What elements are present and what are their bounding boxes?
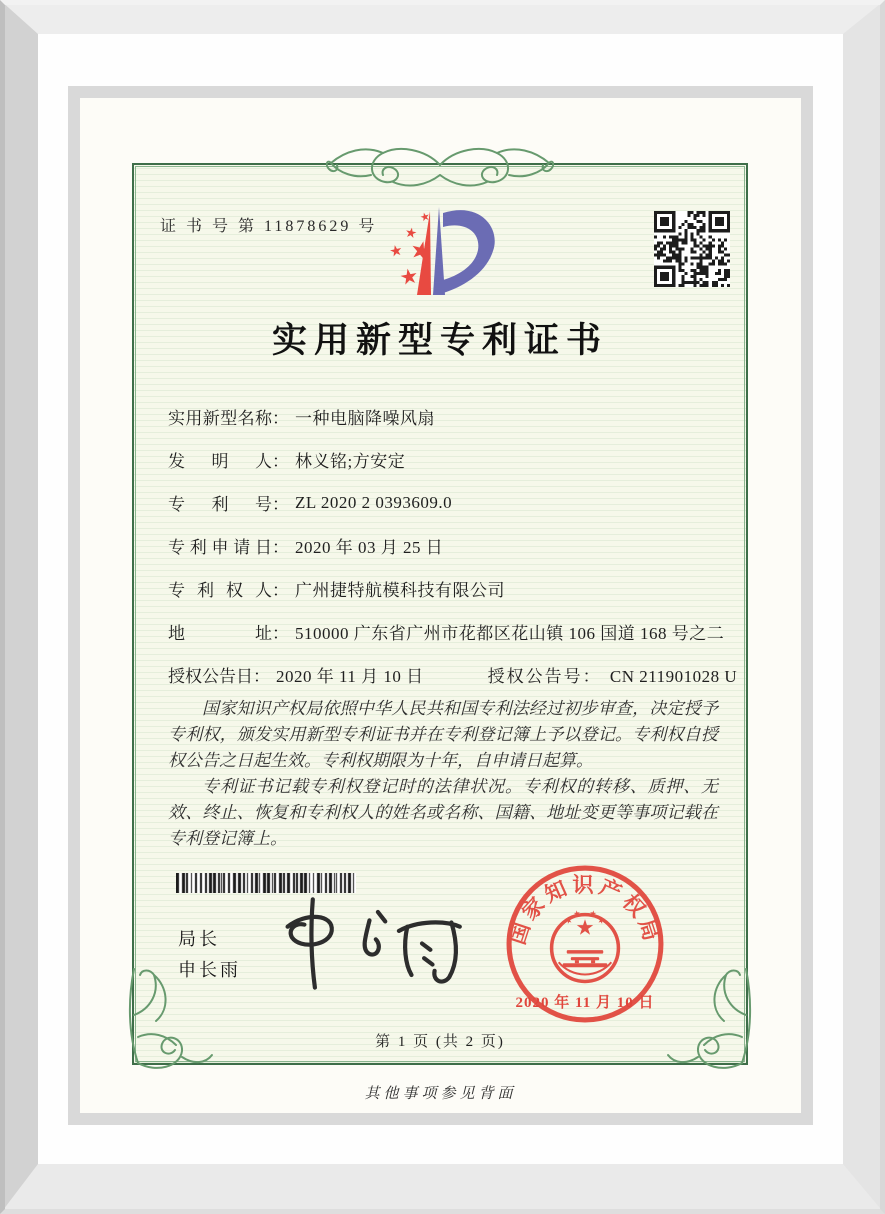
- cnipa-logo-icon: [383, 203, 513, 299]
- back-side-note: 其他事项参见背面: [364, 1086, 517, 1102]
- field-row-patent-no: 专利号 ： ZL 2020 2 0393609.0: [168, 481, 728, 524]
- svg-text:国家知识产权局: [505, 873, 664, 947]
- field-value: 2020 年 11 月 10 日: [276, 667, 424, 686]
- legal-text: [168, 696, 718, 852]
- seal-date: 2020 年 11 月 10 日: [515, 995, 655, 1011]
- field-value: 一种电脑降噪风扇: [295, 409, 435, 428]
- signer-name: 申长雨: [178, 960, 241, 980]
- field-list: [168, 395, 738, 696]
- field-label: 地址: [168, 624, 272, 643]
- field-row-grant-number: 授权公告号： CN 211901028 U: [487, 667, 738, 686]
- certificate-number: 证 书 号 第 11878629 号: [160, 218, 378, 235]
- field-value: 广州捷特航模科技有限公司: [295, 581, 505, 600]
- legal-paragraph: 专利证书记载专利权登记时的法律状况。专利权的转移、质押、无效、终止、恢复和专利权人的姓名或名称、国籍、地址变更等事项记载在专利登记簿上。: [168, 777, 718, 848]
- field-label: 授权公告日: [168, 667, 253, 686]
- field-label: 实用新型名称: [168, 409, 272, 428]
- bottom-right-corner-ornament: [664, 963, 756, 1075]
- field-label: 专利申请日: [168, 538, 272, 557]
- field-value: 2020 年 03 月 25 日: [295, 538, 444, 557]
- seal-ring-text: 国家知识产权局: [505, 872, 665, 948]
- field-value: CN 211901028 U: [609, 667, 738, 686]
- certificate-border: [132, 163, 748, 1065]
- field-label: 发明人: [168, 452, 272, 471]
- field-row-patentee: 专利权人 ： 广州捷特航模科技有限公司: [168, 567, 728, 610]
- field-value: ZL 2020 2 0393609.0: [295, 492, 453, 512]
- certificate-title: 实用新型专利证书: [271, 321, 608, 360]
- barcode: [176, 873, 356, 893]
- qr-code: [654, 211, 730, 287]
- field-label: 专利权人: [168, 581, 272, 600]
- field-value: 510000 广东省广州市花都区花山镇 106 国道 168 号之二: [295, 624, 725, 643]
- field-value: 林义铭;方安定: [295, 452, 406, 471]
- national-emblem-icon: [552, 910, 619, 981]
- field-row-grant-date: 授权公告日 ： 2020 年 11 月 10 日 授权公告号： CN 211901028 U: [168, 653, 728, 696]
- legal-paragraph: 国家知识产权局依照中华人民共和国专利法经过初步审查，决定授予专利权，颁发实用新型专利证书并在专利登记簿上予以登记。专利权自授权公告之日起生效。专利权期限为十年，自申请日起算。: [168, 699, 718, 770]
- certificate-paper: [80, 98, 801, 1113]
- field-row-address: 地址 ： 510000 广东省广州市花都区花山镇 106 国道 168 号之二: [168, 610, 728, 653]
- field-row-filing-date: 专利申请日 ： 2020 年 03 月 25 日: [168, 524, 728, 567]
- commissioner-signature: [262, 891, 477, 996]
- signer-title: 局长: [178, 929, 220, 949]
- top-border-ornament: [325, 141, 555, 189]
- page-number: 第 1 页 (共 2 页): [375, 1034, 505, 1050]
- field-label: 专利号: [168, 495, 272, 514]
- field-row-name: 实用新型名称 ： 一种电脑降噪风扇: [168, 395, 728, 438]
- field-label: 授权公告号: [487, 667, 583, 686]
- field-row-inventor: 发明人 ： 林义铭;方安定: [168, 438, 728, 481]
